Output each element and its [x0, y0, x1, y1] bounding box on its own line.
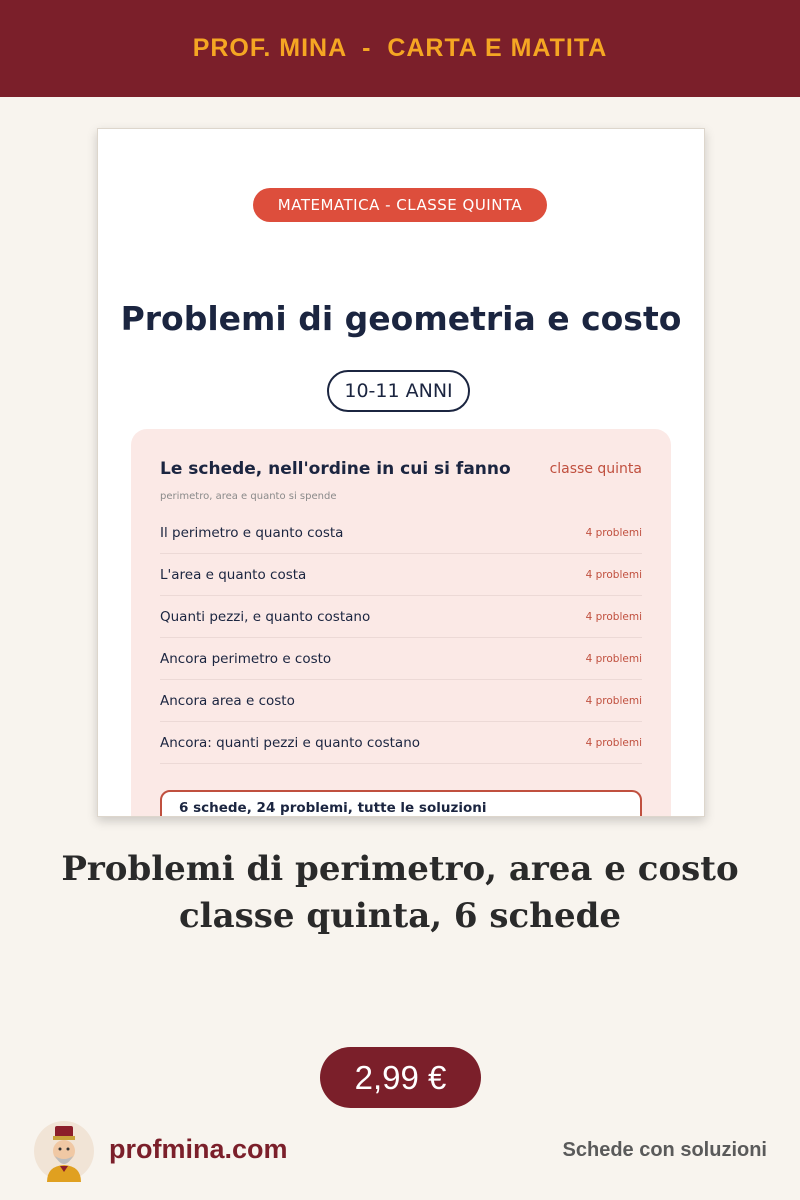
list-item-label: Ancora: quanti pezzi e quanto costano	[160, 734, 421, 751]
list-item-count: 4 problemi	[585, 736, 642, 749]
worksheet-list	[160, 512, 642, 764]
list-item-label: Quanti pezzi, e quanto costano	[160, 608, 371, 625]
sheet-preview[interactable]	[97, 128, 705, 817]
list-item-label: L'area e quanto costa	[160, 566, 307, 583]
professor-avatar-icon	[33, 1120, 95, 1182]
list-item	[160, 512, 642, 554]
summary-box: 6 schede, 24 problemi, tutte le soluzioni	[160, 790, 642, 817]
list-item-label: Ancora area e costo	[160, 692, 295, 709]
list-item	[160, 722, 642, 764]
product-title-line2: classe quinta, 6 schede	[178, 896, 622, 936]
list-item	[160, 638, 642, 680]
footer-note: Schede con soluzioni	[562, 1139, 767, 1161]
panel-class-label: classe quinta	[549, 461, 642, 477]
list-item-count: 4 problemi	[585, 610, 642, 623]
list-item	[160, 554, 642, 596]
list-item-count: 4 problemi	[585, 652, 642, 665]
list-item	[160, 596, 642, 638]
price-button[interactable]: 2,99 €	[320, 1047, 481, 1108]
list-item	[160, 680, 642, 722]
panel-subtitle: perimetro, area e quanto si spende	[160, 491, 337, 502]
header-title: PROF. MINA - CARTA E MATITA	[192, 34, 608, 62]
age-badge: 10-11 ANNI	[327, 370, 470, 412]
list-item-label: Ancora perimetro e costo	[160, 650, 332, 667]
list-item-count: 4 problemi	[585, 694, 642, 707]
subject-badge: MATEMATICA - CLASSE QUINTA	[253, 188, 547, 222]
list-item-count: 4 problemi	[585, 526, 642, 539]
site-link[interactable]: profmina.com	[109, 1134, 288, 1164]
sheet-title: Problemi di geometria e costo	[120, 299, 682, 338]
list-item-label: Il perimetro e quanto costa	[160, 524, 344, 541]
product-title-line1: Problemi di perimetro, area e costo	[61, 849, 739, 889]
header-bar	[0, 0, 800, 97]
worksheet-list-panel	[131, 429, 671, 817]
list-item-count: 4 problemi	[585, 568, 642, 581]
product-title	[0, 846, 800, 940]
panel-heading: Le schede, nell'ordine in cui si fanno	[160, 459, 511, 479]
